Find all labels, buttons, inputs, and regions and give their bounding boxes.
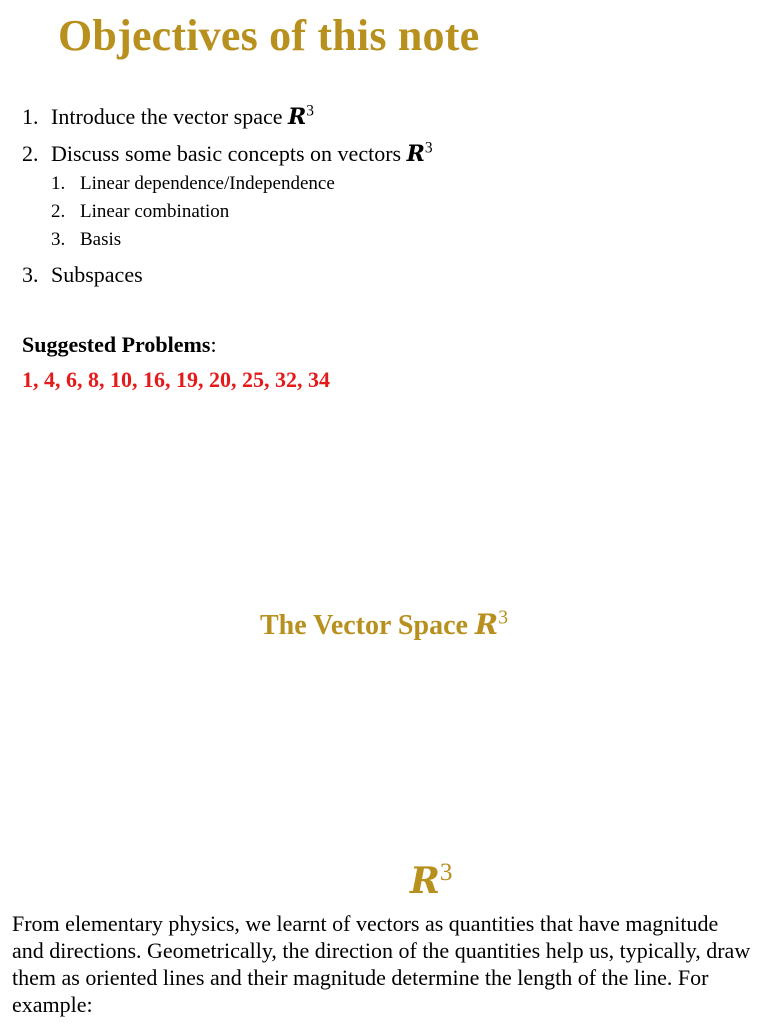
subtopic-item-3 (51, 229, 121, 251)
math-symbol-r: R (410, 860, 440, 902)
suggested-colon: : (210, 332, 217, 357)
section-heading (0, 608, 768, 642)
page-title: Objectives of this note (58, 11, 480, 60)
math-superscript: 3 (306, 102, 314, 120)
subtopic-text: Linear dependence/Independence (80, 173, 335, 194)
r3-heading (410, 860, 453, 902)
subtopic-number: 3. (51, 229, 66, 250)
subtopic-number: 1. (51, 173, 66, 194)
objective-text: Discuss some basic concepts on vectors (51, 141, 407, 166)
section-heading-text: The Vector Space (260, 610, 475, 641)
math-symbol-r: R (406, 141, 425, 167)
objective-number: 1. (22, 104, 39, 129)
objective-item-2 (22, 141, 433, 167)
math-superscript: 3 (439, 859, 453, 886)
math-symbol-r: R (288, 104, 307, 130)
intro-paragraph: From elementary physics, we learnt of vectors as quantities that have magnitude and directions. Geometrically, the direction of the quantities help us, typically, draw them as oriented lines and their magnitude determine the length of the line. For example: (12, 911, 751, 1017)
objective-text: Subspaces (51, 262, 143, 287)
math-symbol-r: R (474, 608, 499, 641)
objective-number: 3. (22, 262, 39, 287)
math-superscript: 3 (424, 139, 433, 157)
subtopic-text: Linear combination (80, 201, 230, 222)
subtopic-item-2 (51, 201, 229, 223)
subtopic-number: 2. (51, 201, 66, 222)
objective-text: Introduce the vector space (51, 104, 288, 129)
suggested-label-text: Suggested Problems (22, 332, 211, 357)
objective-number: 2. (22, 141, 39, 166)
objective-item-3 (22, 262, 143, 288)
objective-item-1 (22, 104, 314, 130)
subtopic-item-1 (51, 173, 335, 195)
math-superscript: 3 (498, 607, 508, 629)
suggested-problems-list: 1, 4, 6, 8, 10, 16, 19, 20, 25, 32, 34 (22, 367, 330, 392)
subtopic-text: Basis (80, 229, 122, 250)
suggested-problems-label (22, 332, 217, 358)
